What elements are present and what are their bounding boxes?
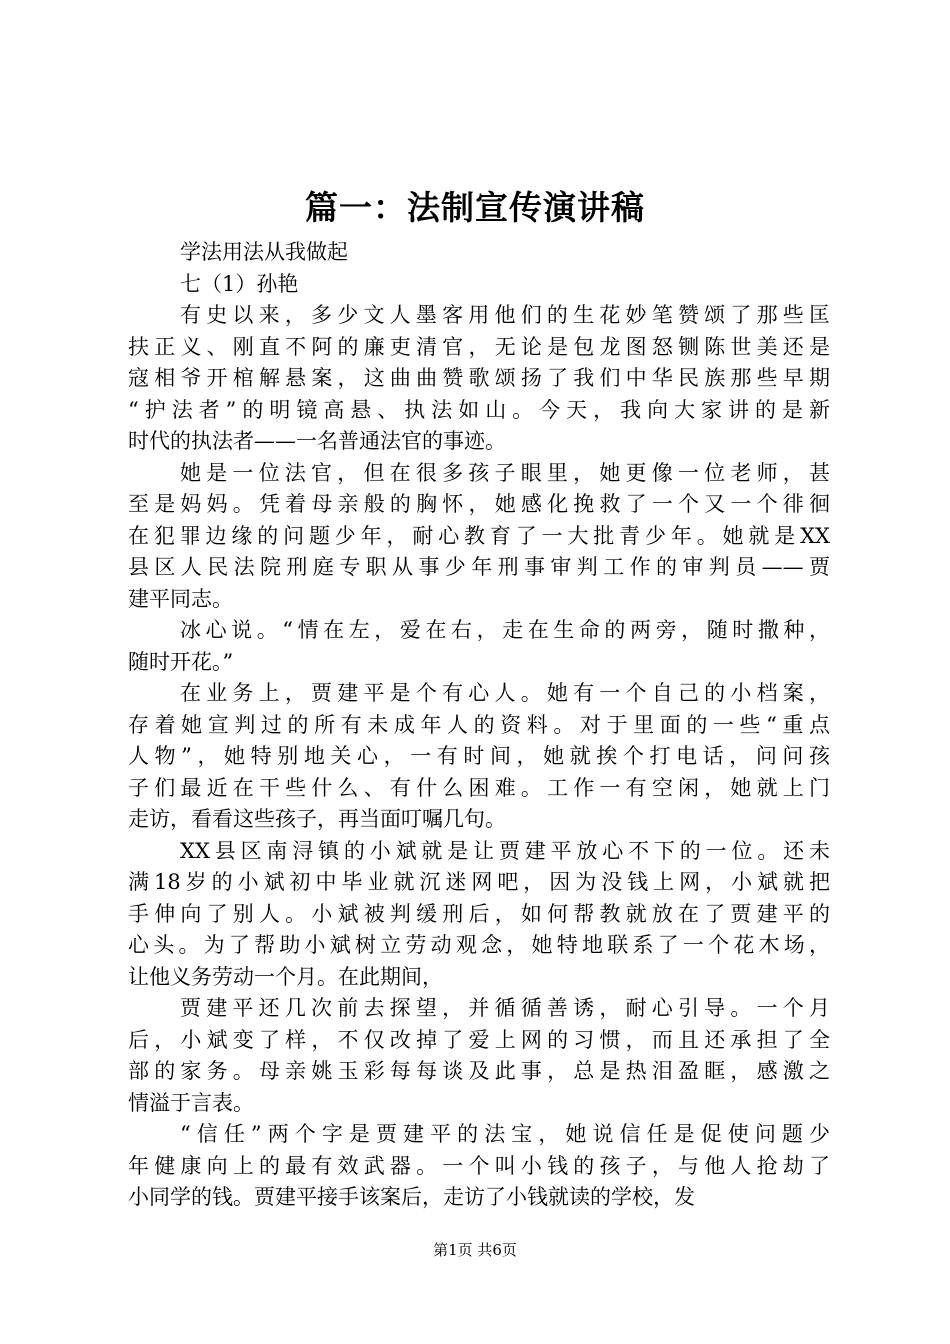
document-body: [128, 237, 830, 1214]
paragraph: [128, 678, 830, 836]
document-author: 七（1）孙艳: [180, 271, 299, 296]
paragraph-line: 后，小斌变了样，不仅改掉了爱上网的习惯，而且还承担了全: [128, 1027, 830, 1052]
paragraph-line: 至是妈妈。凭着母亲般的胸怀，她感化挽救了一个又一个徘徊: [128, 492, 830, 516]
paragraph-line: “信任”两个字是贾建平的法宝，她说信任是促使问题少: [180, 1122, 830, 1146]
paragraph-line: 寇相爷开棺解悬案，这曲曲赞歌颂扬了我们中华民族那些早期: [128, 366, 830, 390]
paragraph-line: 让他义务劳动一个月。在此期间，: [128, 964, 443, 989]
paragraph-line: 人物”，她特别地关心，一有时间，她就挨个打电话，问问孩: [128, 744, 830, 768]
paragraph-line: 存着她宣判过的所有未成年人的资料。对于里面的一些“重点: [128, 712, 830, 737]
paragraph-line: 子们最近在干些什么、有什么困难。工作一有空闲，她就上门: [128, 775, 830, 800]
paragraph-list: [128, 300, 830, 1214]
paragraph-line: 在业务上，贾建平是个有心人。她有一个自己的小档案，: [180, 681, 830, 705]
paragraph-line: 冰心说。“情在左，爱在右，走在生命的两旁，随时撒种，: [180, 618, 830, 642]
document-title: 篇一：法制宣传演讲稿: [305, 188, 645, 227]
paragraph-line: 心头。为了帮助小斌树立劳动观念，她特地联系了一个花木场，: [128, 933, 830, 957]
paragraph: [128, 615, 830, 678]
paragraph: [128, 836, 830, 994]
paragraph-line: 时代的执法者——一名普通法官的事迹。: [128, 429, 506, 453]
paragraph-line: “护法者”的明镜高悬、执法如山。今天，我向大家讲的是新: [128, 397, 830, 422]
paragraph-line: XX县区南浔镇的小斌就是让贾建平放心不下的一位。还未: [180, 838, 830, 863]
paragraph-line: 走访，看看这些孩子，再当面叮嘱几句。: [128, 807, 506, 831]
paragraph-line: 情溢于言表。: [128, 1090, 254, 1115]
document-subtitle: 学法用法从我做起: [180, 240, 348, 264]
page-footer: 第1页 共6页: [433, 1241, 517, 1259]
paragraph-line: 在犯罪边缘的问题少年，耐心教育了一大批青少年。她就是XX: [128, 523, 830, 548]
paragraph-line: 建平同志。: [128, 586, 233, 611]
paragraph-line: 县区人民法院刑庭专职从事少年刑事审判工作的审判员——贾: [128, 555, 830, 579]
paragraph: [128, 458, 830, 616]
paragraph-line: 小同学的钱。贾建平接手该案后，走访了小钱就读的学校，发: [128, 1185, 695, 1209]
paragraph: [128, 1119, 830, 1214]
paragraph-line: 年健康向上的最有效武器。一个叫小钱的孩子，与他人抢劫了: [128, 1153, 830, 1178]
paragraph-line: 有史以来，多少文人墨客用他们的生花妙笔赞颂了那些匡: [180, 303, 830, 327]
paragraph-line: 随时开花。”: [128, 649, 234, 674]
paragraph-line: 她是一位法官，但在很多孩子眼里，她更像一位老师，甚: [180, 460, 830, 485]
paragraph-line: 满18岁的小斌初中毕业就沉迷网吧，因为没钱上网，小斌就把: [128, 870, 830, 894]
paragraph-line: 部的家务。母亲姚玉彩每每谈及此事，总是热泪盈眶，感激之: [128, 1059, 830, 1083]
paragraph-line: 扶正义、刚直不阿的廉吏清官，无论是包龙图怒铡陈世美还是: [128, 334, 830, 359]
paragraph: [128, 300, 830, 458]
paragraph-line: 手伸向了别人。小斌被判缓刑后，如何帮教就放在了贾建平的: [128, 901, 830, 926]
paragraph: [128, 993, 830, 1119]
paragraph-line: 贾建平还几次前去探望，并循循善诱，耐心引导。一个月: [180, 996, 830, 1020]
